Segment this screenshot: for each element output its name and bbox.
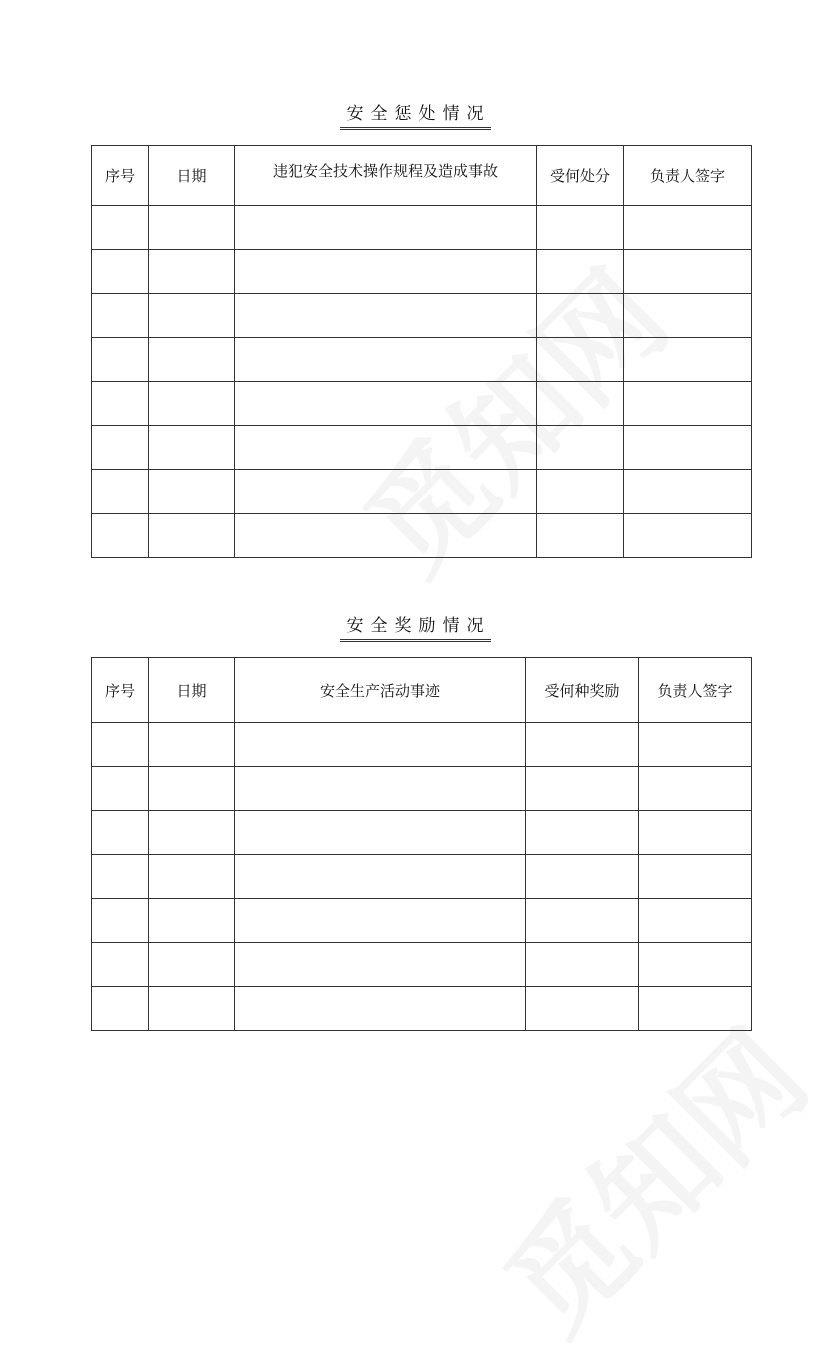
table-cell [526, 855, 639, 899]
table-cell [235, 470, 537, 514]
table-cell [92, 426, 149, 470]
table-cell [235, 767, 526, 811]
table-cell [639, 987, 752, 1031]
header-date: 日期 [149, 658, 235, 723]
table-cell [526, 811, 639, 855]
table-row [92, 723, 752, 767]
table-cell [92, 294, 149, 338]
table-cell [526, 723, 639, 767]
table-cell [639, 855, 752, 899]
table-cell [149, 250, 235, 294]
header-penalty: 受何处分 [537, 146, 624, 206]
table-row [92, 987, 752, 1031]
punishment-header-row [92, 146, 752, 206]
table-cell [149, 811, 235, 855]
table-row [92, 811, 752, 855]
table-cell [149, 470, 235, 514]
table-cell [526, 767, 639, 811]
table-cell [639, 723, 752, 767]
table-cell [624, 294, 752, 338]
table-cell [537, 338, 624, 382]
table-cell [235, 514, 537, 558]
header-serial: 序号 [92, 146, 149, 206]
table-cell [526, 943, 639, 987]
table-row [92, 382, 752, 426]
table-cell [149, 382, 235, 426]
table-cell [235, 206, 537, 250]
table-cell [235, 294, 537, 338]
table-cell [624, 470, 752, 514]
table-cell [624, 338, 752, 382]
table-cell [92, 338, 149, 382]
table-row [92, 470, 752, 514]
table-cell [235, 723, 526, 767]
table-cell [92, 855, 149, 899]
table-cell [235, 987, 526, 1031]
table-cell [92, 767, 149, 811]
table-cell [537, 294, 624, 338]
table-cell [526, 899, 639, 943]
table-cell [92, 987, 149, 1031]
table-cell [624, 426, 752, 470]
header-date: 日期 [149, 146, 235, 206]
header-violation: 违犯安全技术操作规程及造成事故 [235, 146, 537, 206]
table-row [92, 294, 752, 338]
table-cell [235, 426, 537, 470]
table-cell [624, 514, 752, 558]
table-row [92, 206, 752, 250]
table-row [92, 514, 752, 558]
table-cell [149, 899, 235, 943]
table-row [92, 899, 752, 943]
table-cell [235, 855, 526, 899]
table-cell [149, 767, 235, 811]
table-cell [537, 470, 624, 514]
table-cell [149, 426, 235, 470]
table-cell [235, 382, 537, 426]
table-cell [149, 943, 235, 987]
table-cell [624, 206, 752, 250]
table-cell [639, 767, 752, 811]
table-row [92, 426, 752, 470]
table-cell [92, 514, 149, 558]
table-cell [92, 206, 149, 250]
table-cell [639, 811, 752, 855]
table-cell [235, 943, 526, 987]
header-signature: 负责人签字 [639, 658, 752, 723]
table-cell [149, 294, 235, 338]
reward-header-row [92, 658, 752, 723]
table-row [92, 943, 752, 987]
table-cell [624, 250, 752, 294]
punishment-table [91, 145, 752, 558]
table-cell [92, 382, 149, 426]
table-row [92, 855, 752, 899]
watermark [462, 988, 830, 1364]
table-cell [235, 338, 537, 382]
table-cell [149, 338, 235, 382]
table-cell [92, 899, 149, 943]
table-cell [537, 382, 624, 426]
header-deeds: 安全生产活动事迹 [235, 658, 526, 723]
table-cell [92, 723, 149, 767]
table-cell [537, 206, 624, 250]
table-cell [92, 470, 149, 514]
table-cell [235, 250, 537, 294]
table-cell [92, 943, 149, 987]
table-cell [149, 855, 235, 899]
table-cell [639, 899, 752, 943]
table-cell [537, 250, 624, 294]
table-cell [235, 811, 526, 855]
table-cell [537, 514, 624, 558]
table-row [92, 767, 752, 811]
header-serial: 序号 [92, 658, 149, 723]
table-cell [624, 382, 752, 426]
header-signature: 负责人签字 [624, 146, 752, 206]
punishment-title [0, 103, 830, 130]
header-reward: 受何种奖励 [526, 658, 639, 723]
table-cell [149, 987, 235, 1031]
reward-title-text: 安全奖励情况 [340, 615, 491, 642]
table-row [92, 338, 752, 382]
table-cell [149, 514, 235, 558]
reward-title [0, 615, 830, 642]
punishment-title-text: 安全惩处情况 [340, 103, 491, 130]
reward-table [91, 657, 752, 1031]
table-cell [92, 811, 149, 855]
table-cell [235, 899, 526, 943]
table-row [92, 250, 752, 294]
table-cell [639, 943, 752, 987]
table-cell [537, 426, 624, 470]
table-cell [149, 206, 235, 250]
table-cell [526, 987, 639, 1031]
table-cell [149, 723, 235, 767]
table-cell [92, 250, 149, 294]
